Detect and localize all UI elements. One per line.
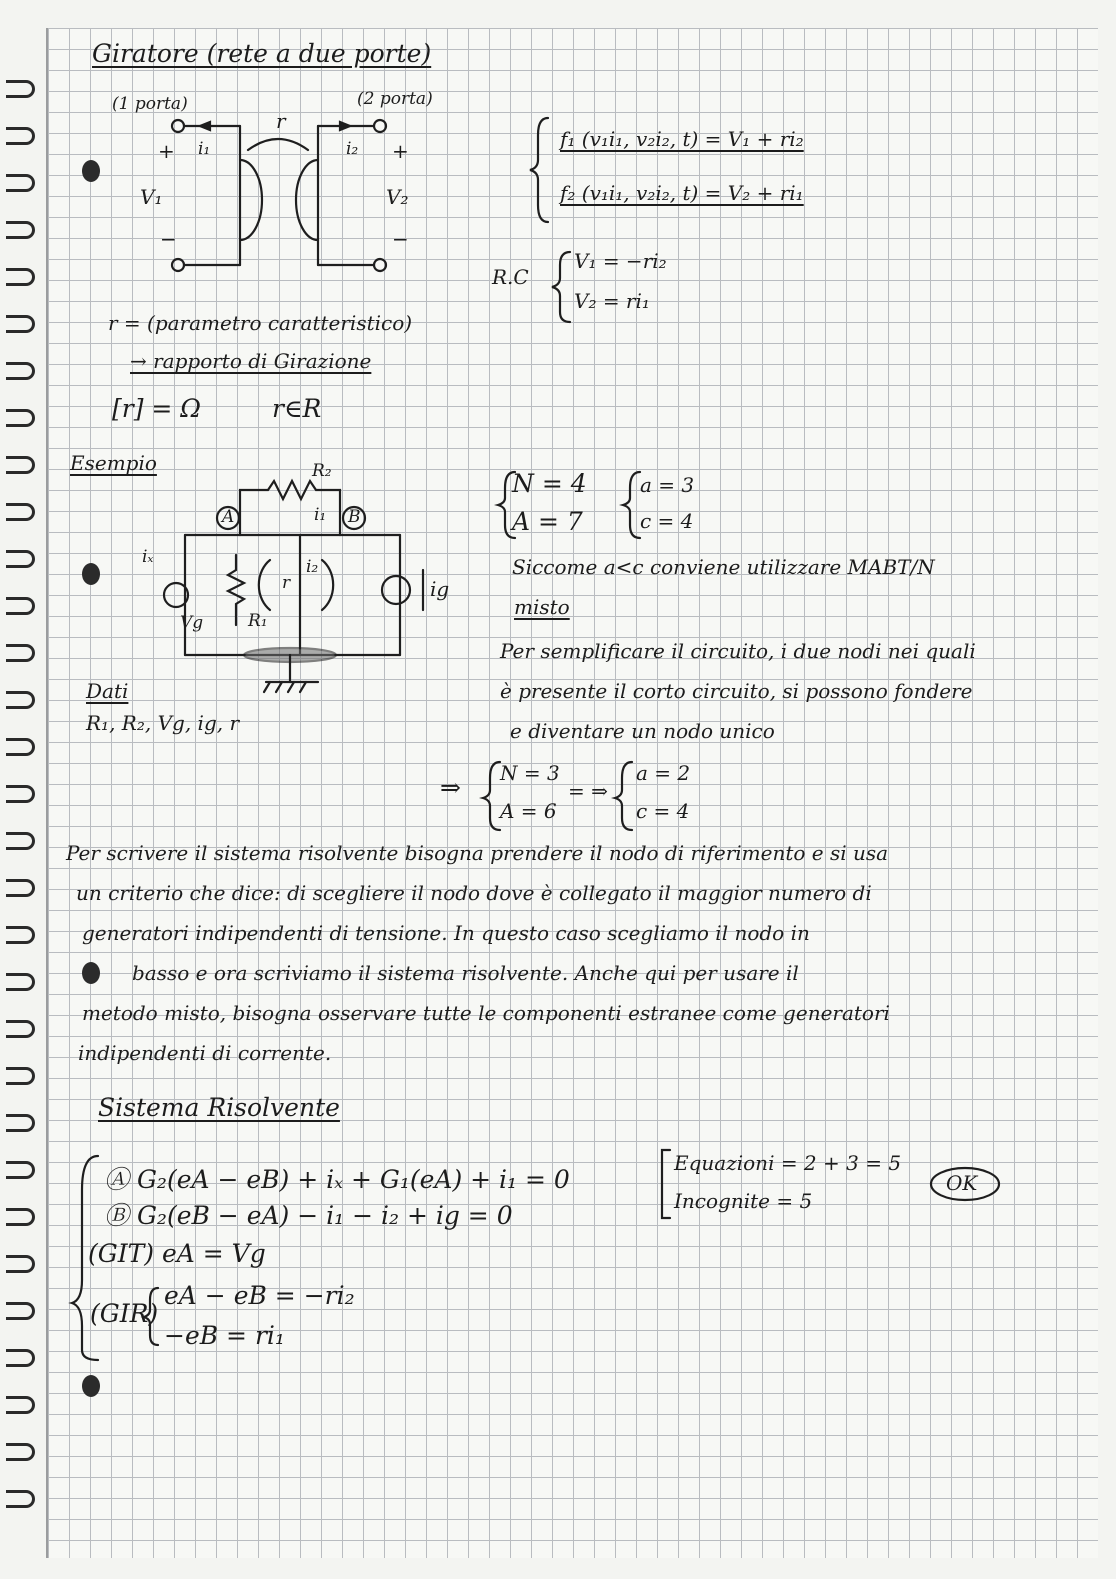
resistor-r2-label: R₂ <box>312 461 332 481</box>
plus-sign-left: + <box>158 139 175 163</box>
minus-sign-left: − <box>160 227 177 251</box>
port1-label: (1 porta) <box>112 94 188 114</box>
node-b-label: B <box>348 507 361 527</box>
example-circuit <box>164 481 423 692</box>
example-i2-label: i₂ <box>306 557 319 577</box>
minus-sign-right: − <box>392 227 409 251</box>
branch-count: A = 7 <box>512 507 583 536</box>
resistor-r1-label: R₁ <box>248 611 268 631</box>
example-r-label: r <box>282 573 291 593</box>
gyration-ratio-note: → rapporto di Girazione <box>130 349 372 373</box>
gyrator-r-label: r <box>276 109 286 133</box>
paragraph-line-4: basso e ora scriviamo il sistema risolvente. Anche qui per usare il <box>132 961 799 985</box>
source-ig-label: ig <box>430 577 450 601</box>
branch-count-reduced: A = 6 <box>500 799 557 823</box>
paragraph-line-5: metodo misto, bisogna osservare tutte le componenti estranee come generatori <box>82 1001 890 1025</box>
page-title: Giratore (rete a due porte) <box>92 39 432 68</box>
source-vg-label: Vg <box>180 613 204 633</box>
c-count: c = 4 <box>640 509 694 533</box>
parameter-note: r = (parametro caratteristico) <box>108 311 413 335</box>
voltage-v2-label: V₂ <box>386 185 409 209</box>
text-line-4: è presente il corto circuito, si possono fondere <box>500 679 973 703</box>
alpha-count: a = 3 <box>640 473 695 497</box>
current-i1-label: i₁ <box>198 139 211 159</box>
example-heading: Esempio <box>70 451 157 475</box>
equation-node-b: Ⓑ G₂(eB − eA) − i₁ − i₂ + ig = 0 <box>104 1201 513 1230</box>
current-ix-label: iₓ <box>142 547 154 567</box>
text-line-2: misto <box>514 595 570 619</box>
paragraph-line-1: Per scrivere il sistema risolvente bisogna prendere il nodo di riferimento e si usa <box>66 841 889 865</box>
equation-gir-1: eA − eB = −ri₂ <box>164 1281 355 1310</box>
rc-equation-2: V₂ = ri₁ <box>574 289 650 313</box>
system-heading: Sistema Risolvente <box>98 1093 340 1122</box>
paragraph-line-2: un criterio che dice: di scegliere il nodo dove è collegato il maggior numero di <box>76 881 872 905</box>
rc-label: R.C <box>492 265 529 289</box>
ok-mark: OK <box>946 1171 978 1195</box>
rc-equation-1: V₁ = −ri₂ <box>574 249 667 273</box>
port2-label: (2 porta) <box>357 89 433 109</box>
real-note: r∈R <box>272 394 322 423</box>
data-heading: Dati <box>86 679 129 703</box>
paragraph-line-6: indipendenti di corrente. <box>78 1041 332 1065</box>
current-i2-label: i₂ <box>346 139 359 159</box>
gir-label: (GIR) <box>90 1299 159 1328</box>
unknown-count: Incognite = 5 <box>674 1189 813 1213</box>
text-line-3: Per semplificare il circuito, i due nodi nei quali <box>500 639 976 663</box>
text-line-1: Siccome a<c conviene utilizzare MABT/N <box>512 555 935 579</box>
c-count-reduced: c = 4 <box>636 799 690 823</box>
equation-f2: f₂ (v₁i₁, v₂i₂, t) = V₂ + ri₁ <box>560 181 804 205</box>
equation-count: Equazioni = 2 + 3 = 5 <box>674 1151 902 1175</box>
data-values: R₁, R₂, Vg, ig, r <box>86 711 240 735</box>
alpha-count-reduced: a = 2 <box>636 761 691 785</box>
node-count-reduced: N = 3 <box>500 761 560 785</box>
text-line-5: e diventare un nodo unico <box>510 719 775 743</box>
plus-sign-right: + <box>392 139 409 163</box>
voltage-v1-label: V₁ <box>140 185 163 209</box>
equation-gir-2: −eB = ri₁ <box>164 1321 285 1350</box>
equation-node-a: Ⓐ G₂(eA − eB) + iₓ + G₁(eA) + i₁ = 0 <box>104 1165 570 1194</box>
node-a-label: A <box>222 507 235 527</box>
unit-note: [r] = Ω <box>112 394 202 423</box>
equation-f1: f₁ (v₁i₁, v₂i₂, t) = V₁ + ri₂ <box>560 127 804 151</box>
equation-git: (GIT) eA = Vg <box>88 1239 266 1268</box>
example-i1-label: i₁ <box>314 505 327 525</box>
node-count: N = 4 <box>512 469 587 498</box>
arrow-equals-implies: = ⇒ <box>568 779 608 803</box>
paragraph-line-3: generatori indipendenti di tensione. In questo caso scegliamo il nodo in <box>82 921 810 945</box>
arrow-implies: ⇒ <box>440 773 461 802</box>
